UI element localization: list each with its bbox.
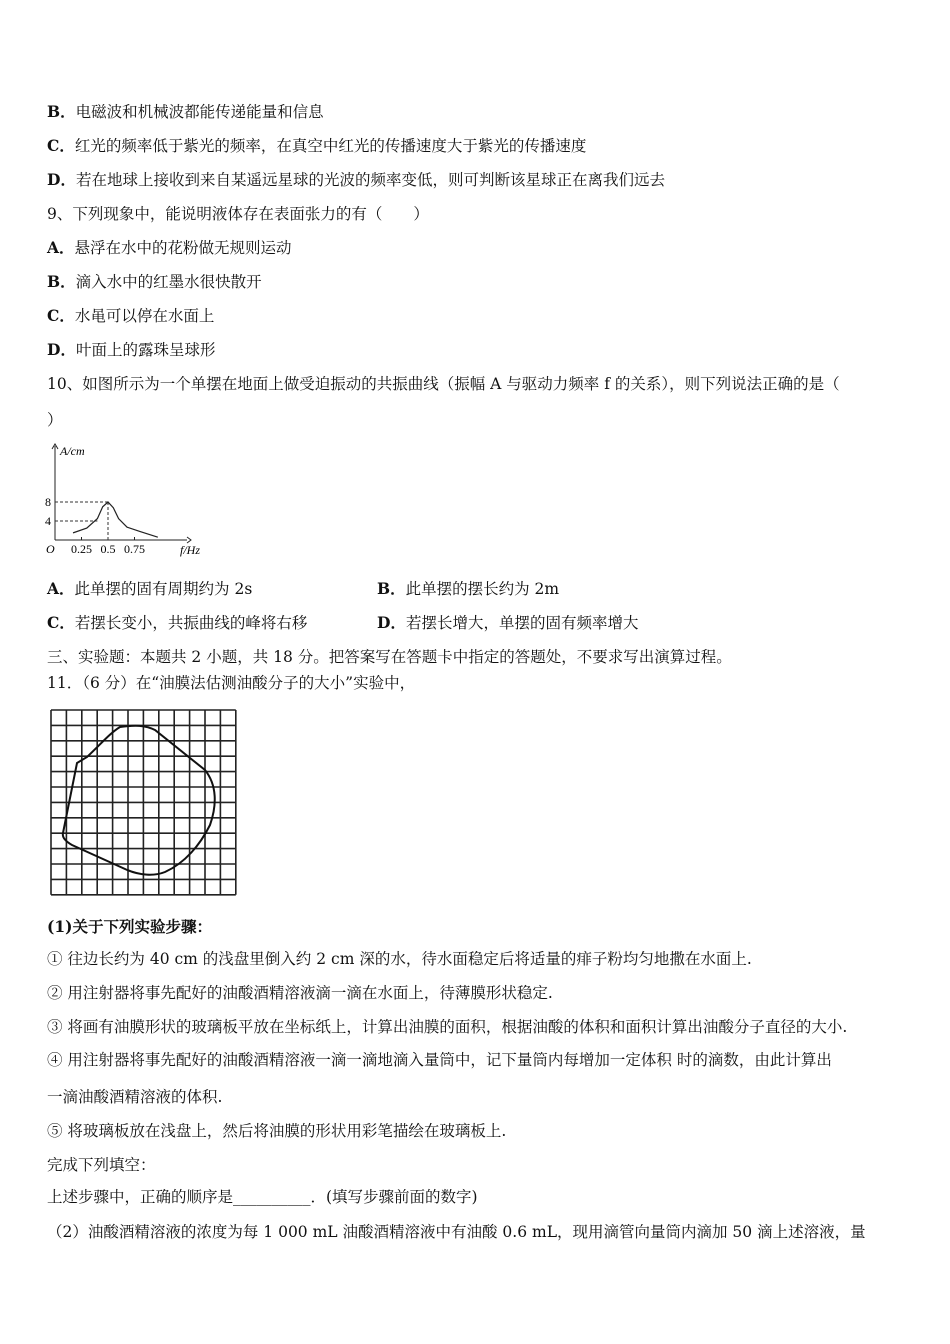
option-text: 红光的频率低于紫光的频率，在真空中红光的传播速度大于紫光的传播速度 xyxy=(74,137,587,155)
q11-stem: 11．（6 分）在“油膜法估测油酸分子的大小”实验中， xyxy=(47,674,416,692)
resonance-curve xyxy=(73,502,158,537)
step-4: ④ 用注射器将事先配好的油酸酒精溶液一滴一滴地滴入量筒中，记下量筒内每增加一定体积 时的滴数，由此计算出 xyxy=(47,1051,832,1069)
x-tick-label: 0.25 xyxy=(71,542,92,556)
option-label: B． xyxy=(377,579,406,598)
q10-stem: 10、如图所示为一个单摆在地面上做受迫振动的共振曲线（振幅 A 与驱动力频率 f 的关系），则下列说法正确的是（ xyxy=(47,375,840,393)
q8-option-d xyxy=(47,170,665,190)
q9-option-c xyxy=(47,306,214,326)
option-label: B． xyxy=(47,102,76,121)
option-label: B． xyxy=(47,272,76,291)
option-text: 滴入水中的红墨水很快散开 xyxy=(75,273,262,291)
option-text: 悬浮在水中的花粉做无规则运动 xyxy=(74,239,292,257)
option-text: 若摆长变小，共振曲线的峰将右移 xyxy=(74,614,308,632)
fill-intro: 完成下列填空： xyxy=(47,1156,156,1174)
q10-option-a xyxy=(47,579,252,599)
y-tick-label: 8 xyxy=(45,495,51,509)
option-label: A． xyxy=(47,238,75,257)
x-tick-label: 0.5 xyxy=(100,542,116,556)
option-text: 若摆长增大，单摆的固有频率增大 xyxy=(405,614,639,632)
option-text: 若在地球上接收到来自某遥远星球的光波的频率变低，则可判断该星球正在离我们远去 xyxy=(75,171,665,189)
q10-option-c xyxy=(47,613,307,633)
oil-film-outline xyxy=(63,726,215,875)
origin-label: O xyxy=(46,542,55,556)
fill-question: 上述步骤中，正确的顺序是__________．(填写步骤前面的数字) xyxy=(47,1188,478,1206)
option-text: 水黾可以停在水面上 xyxy=(74,307,215,325)
option-text: 此单摆的固有周期约为 2s xyxy=(74,580,253,598)
option-label: C． xyxy=(47,613,75,632)
x-axis-label: f/Hz xyxy=(180,543,200,557)
option-label: D． xyxy=(47,340,76,359)
option-text: 叶面上的露珠呈球形 xyxy=(75,341,216,359)
y-axis-label: A/cm xyxy=(60,444,85,458)
resonance-chart xyxy=(40,440,200,560)
option-text: 电磁波和机械波都能传递能量和信息 xyxy=(75,103,324,121)
x-tick-label: 0.75 xyxy=(124,542,145,556)
step-5: ⑤ 将玻璃板放在浅盘上，然后将油膜的形状用彩笔描绘在玻璃板上. xyxy=(47,1122,507,1140)
q9-option-b xyxy=(47,272,262,292)
option-label: C． xyxy=(47,306,75,325)
q9-option-a xyxy=(47,238,292,258)
option-label: A． xyxy=(47,579,75,598)
option-label: C． xyxy=(47,136,75,155)
q11-part2: （2）油酸酒精溶液的浓度为每 1 000 mL 油酸酒精溶液中有油酸 0.6 mL，现用滴管向量筒内滴加 50 滴上述溶液，量 xyxy=(47,1223,866,1241)
q9-stem: 9、下列现象中，能说明液体存在表面张力的有（ ） xyxy=(47,205,429,223)
step-2: ② 用注射器将事先配好的油酸酒精溶液滴一滴在水面上，待薄膜形状稳定. xyxy=(47,984,553,1002)
step-3: ③ 将画有油膜形状的玻璃板平放在坐标纸上，计算出油膜的面积，根据油酸的体积和面积计算出油酸分子直径的大小. xyxy=(47,1018,848,1036)
step-4-cont: 一滴油酸酒精溶液的体积. xyxy=(47,1088,223,1106)
q10-option-d xyxy=(377,613,638,633)
q9-option-d xyxy=(47,340,215,360)
q11-part1: (1)关于下列实验步骤： xyxy=(47,917,212,936)
step-1: ① 往边长约为 40 cm 的浅盘里倒入约 2 cm 深的水，待水面稳定后将适量的痱子粉均匀地撒在水面上. xyxy=(47,950,752,968)
section-3-heading: 三、实验题：本题共 2 小题，共 18 分。把答案写在答题卡中指定的答题处，不要求写出演算过程。 xyxy=(47,648,732,666)
q8-option-c xyxy=(47,136,586,156)
q10-option-b xyxy=(377,579,559,599)
y-tick-label: 4 xyxy=(45,514,51,528)
q10-stem-cont: ） xyxy=(47,411,63,429)
option-label: D． xyxy=(47,170,76,189)
option-label: D． xyxy=(377,613,406,632)
oil-film-grid-figure xyxy=(45,705,245,900)
q8-option-b xyxy=(47,102,324,122)
option-text: 此单摆的摆长约为 2m xyxy=(405,580,560,598)
